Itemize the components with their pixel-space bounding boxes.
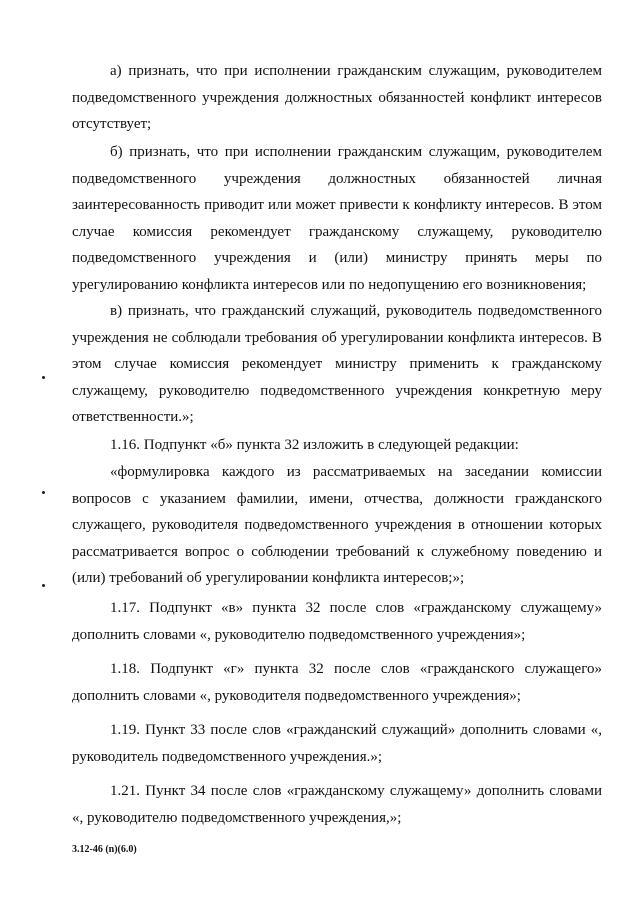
- paragraph-1-18: 1.18. Подпункт «г» пункта 32 после слов «гражданского служащего» дополнить словами «, руководителя подведомственного учреждения»;: [72, 661, 602, 704]
- paragraph-1-17: 1.17. Подпункт «в» пункта 32 после слов «гражданскому служащему» дополнить словами «, руководителю подведомственного учреждения»;: [72, 600, 602, 643]
- paragraph-1-19: 1.19. Пункт 33 после слов «гражданский служащий» дополнить словами «, руководитель подведомственного учреждения.»;: [72, 722, 602, 765]
- paragraph-b: б) признать, что при исполнении гражданским служащим, руководителем подведомственного учреждения должностных обязанностей личная заинтересованность приводит или может привести к конфликту интересов. В этом случае комиссия рекомендует гражданскому служащему, руководителю подведомственного учреждения и (или) министру принять меры по урегулированию конфликта интересов или по недопущению его возникновения;: [72, 144, 602, 293]
- margin-mark: [42, 491, 45, 494]
- margin-mark: [42, 376, 45, 379]
- paragraph-formulation: «формулировка каждого из рассматриваемых на заседании комиссии вопросов с указанием фамилии, имени, отчества, должности гражданского служащего, руководителя подведомственного учреждения в отношении которых рассматривается вопрос о соблюдении требований к служебному поведению и (или) требований об урегулировании конфликта интересов;»;: [72, 464, 602, 586]
- paragraph-1-21: 1.21. Пункт 34 после слов «гражданскому служащему» дополнить словами «, руководителю подведомственного учреждения,»;: [72, 783, 602, 826]
- paragraph-v: в) признать, что гражданский служащий, руководитель подведомственного учреждения не соблюдали требования об урегулировании конфликта интересов. В этом случае комиссия рекомендует министру применить к гражданскому служащему, руководителю подведомственного учреждения конкретную меру ответственности.»;: [72, 303, 602, 425]
- footer-code: 3.12-46 (n)(6.0): [72, 844, 137, 855]
- paragraph-a: а) признать, что при исполнении гражданским служащим, руководителем подведомственного учреждения должностных обязанностей конфликт интересов отсутствует;: [72, 63, 602, 132]
- paragraph-1-16: 1.16. Подпункт «б» пункта 32 изложить в следующей редакции:: [110, 437, 519, 453]
- margin-mark: [42, 584, 45, 587]
